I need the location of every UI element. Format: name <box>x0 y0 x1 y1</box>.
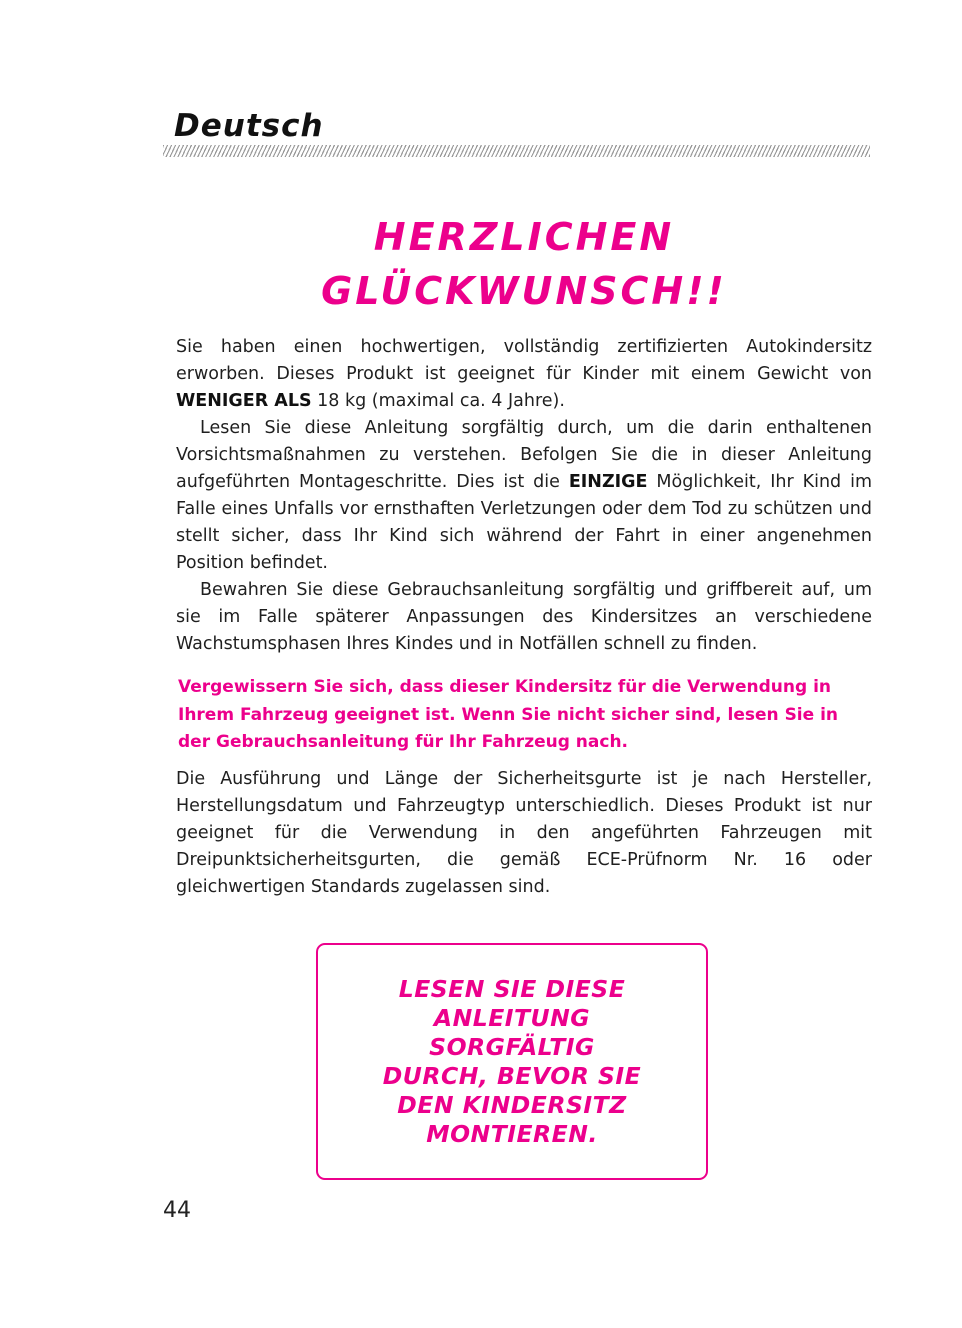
intro-paragraph <box>176 334 872 415</box>
notice-line: MONTIEREN. <box>426 1119 598 1148</box>
notice-line: LESEN SIE DIESE <box>398 974 626 1003</box>
intro-text-end: 18 kg (maximal ca. 4 Jahre). <box>311 391 565 411</box>
notice-line: DEN KINDERSITZ <box>397 1090 627 1119</box>
main-heading-line-2: GLÜCKWUNSCH!! <box>321 269 727 313</box>
main-heading <box>174 210 874 318</box>
only-way-emphasis: EINZIGE <box>568 472 648 492</box>
instructions-text-start: Lesen Sie diese Anleitung sorgfältig durch, um die darin enthaltenen Vorsichtsmaßnahmen zu verstehen. Befolgen Sie die in dieser Anleitung aufgeführten Montageschritte. Dies ist die <box>176 418 872 492</box>
read-manual-notice-text <box>383 975 641 1149</box>
intro-text-start: Sie haben einen hochwertigen, vollständig zertifizierten Autokindersitz erworben. Dieses Produkt ist geeignet für Kinder mit einem Gewicht von <box>176 337 872 384</box>
vehicle-compatibility-warning: Vergewissern Sie sich, dass dieser Kindersitz für die Verwendung in Ihrem Fahrzeug geeignet ist. Wenn Sie nicht sicher sind, lesen Sie in der Gebrauchsanleitung für Ihr Fahrzeug nach. <box>178 677 839 752</box>
read-manual-notice-box <box>316 943 708 1180</box>
seat-belt-paragraph: Die Ausführung und Länge der Sicherheitsgurte ist je nach Hersteller, Herstellungsdatum und Fahrzeugtyp unterschiedlich. Dieses Produkt ist nur geeignet für die Verwendung in den angeführten Fahrzeugen mit Dreipunktsicherheitsgurten, die gemäß ECE-Prüfnorm Nr. 16 oder gleichwertigen Standards zugelassen sind. <box>176 769 872 897</box>
main-heading-line-1: HERZLICHEN <box>373 215 675 259</box>
instructions-text-end: Möglichkeit, Ihr Kind im Falle eines Unfalls vor ernsthaften Verletzungen oder dem Tod zu schützen und stellt sicher, dass Ihr Kind sich während der Fahrt in einer angenehmen Position befindet. <box>176 472 872 573</box>
hatched-divider <box>163 145 870 157</box>
notice-line: DURCH, BEVOR SIE <box>382 1061 642 1090</box>
notice-line: SORGFÄLTIG <box>429 1032 595 1061</box>
instructions-paragraph <box>176 415 872 577</box>
section-title: Deutsch <box>174 108 324 144</box>
keep-manual-paragraph: Bewahren Sie diese Gebrauchsanleitung sorgfältig und griffbereit auf, um sie im Falle späterer Anpassungen des Kindersitzes an verschiedene Wachstumsphasen Ihres Kindes und in Notfällen schnell zu finden. <box>176 580 872 654</box>
page-number: 44 <box>163 1198 191 1223</box>
notice-line: ANLEITUNG <box>433 1003 591 1032</box>
weight-limit-emphasis: WENIGER ALS <box>176 391 312 411</box>
